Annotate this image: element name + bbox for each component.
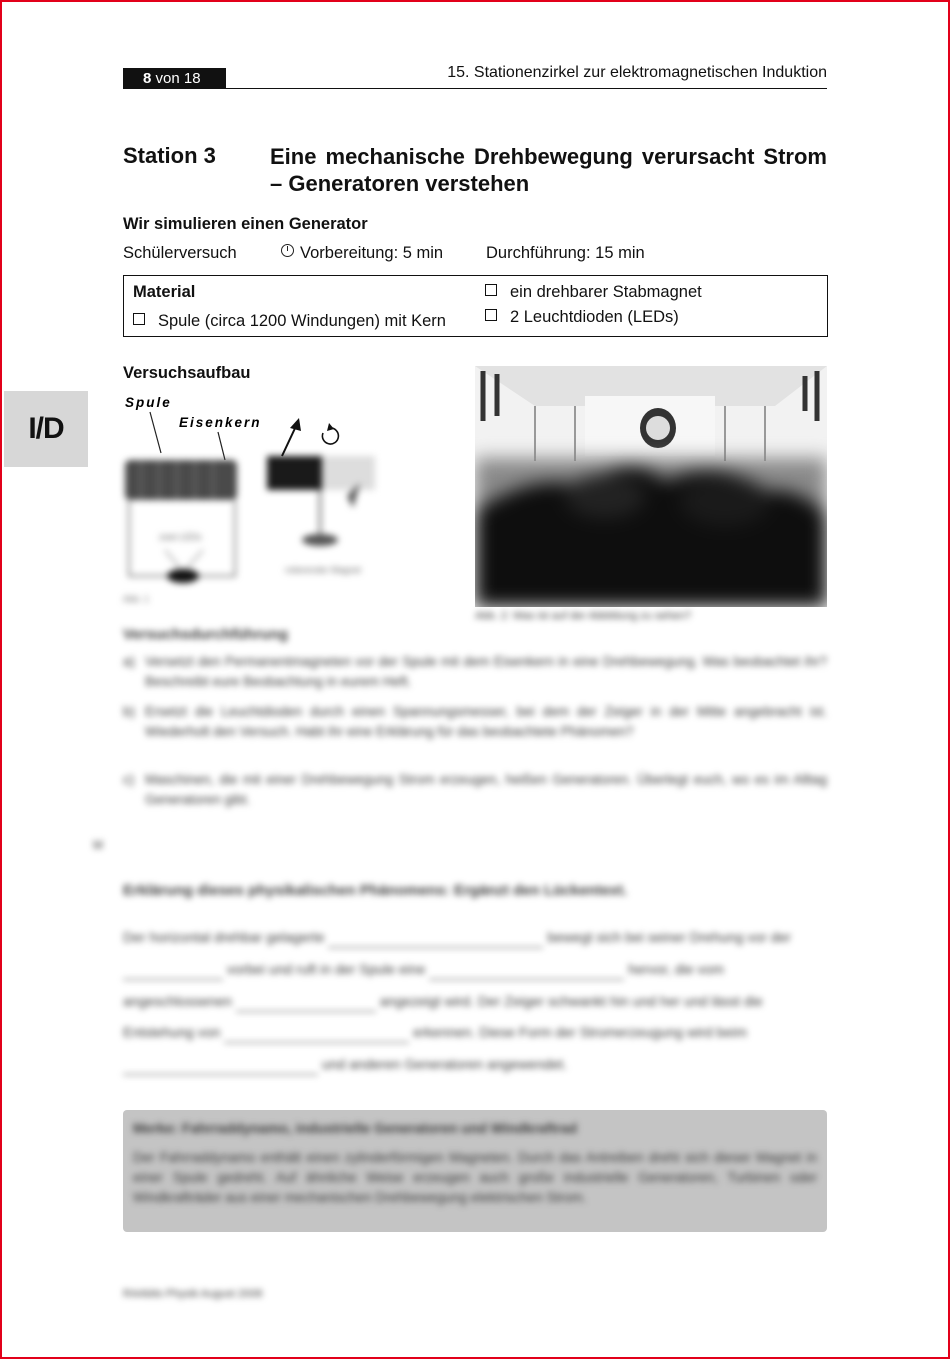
cloze-text	[123, 922, 827, 1081]
task-label: b)	[123, 704, 136, 719]
cloze-gap[interactable]	[224, 1024, 409, 1043]
cloze-segment: und anderen Generatoren angewendet.	[321, 1056, 568, 1073]
material-item	[485, 308, 679, 327]
photo-svg	[475, 366, 827, 607]
coil	[125, 460, 237, 500]
header-title: 15. Stationenzirkel zur elektromagnetischen Induktion	[226, 62, 827, 89]
task-label: c)	[123, 772, 135, 787]
cloze-segment: hervor, die vom angeschlossenen	[123, 960, 724, 1009]
checkbox-icon	[485, 309, 497, 321]
procedure-title: Versuchsdurchführung	[123, 626, 289, 643]
magnet-base	[302, 534, 338, 546]
figure-label: Abb. 1	[123, 594, 150, 604]
setup-diagram	[115, 388, 400, 618]
material-item-text: Spule (circa 1200 Windungen) mit Kern	[158, 312, 446, 330]
magnet-north-pole	[267, 456, 322, 490]
page-number-badge	[123, 68, 226, 89]
task-text: Versetzt den Permanentmagneten vor der Spule mit dem Eisenkern in eine Drehbewegung. Was beobachtet ihr? Beschreibt eure Beobachtung in eurem Heft.	[145, 654, 827, 689]
task-text: Maschinen, die mit einer Drehbewegung Strom erzeugen, heißen Generatoren. Überlegt euch, wo es im Alltag Generatoren gibt.	[145, 772, 827, 807]
checkbox-icon	[133, 313, 145, 325]
page-number: 8	[143, 70, 152, 87]
execution-time: Durchführung: 15 min	[486, 244, 645, 262]
generator-hall-photo	[475, 366, 827, 607]
side-tab: I/D	[4, 391, 88, 467]
led-label: zwei LEDs	[159, 532, 202, 542]
checkbox-icon	[485, 284, 497, 296]
cloze-segment: angezeigt wird. Der Zeiger schwankt hin und her und lässt die Entstehung von	[123, 992, 763, 1041]
footer-source: RAAbits Physik August 2008	[123, 1288, 263, 1300]
material-item	[485, 283, 702, 302]
station-label: Station 3	[123, 143, 216, 168]
cloze-segment: bewegt sich bei seiner Drehung vor der	[547, 929, 791, 945]
rotation-icon	[322, 428, 338, 444]
preparation-time	[281, 244, 443, 263]
rotation-arrow-head-icon	[327, 423, 334, 431]
merke-box	[123, 1110, 827, 1232]
setup-title: Versuchsaufbau	[123, 364, 251, 382]
task-text: Ersetzt die Leuchtdioden durch einen Spannungsmesser, bei dem der Zeiger in der Mitte angebracht ist. Wiederholt den Versuch. Habt ihr eine Erklärung für das beobachtete Phänomen?	[145, 704, 827, 739]
magnet-label: rotierender Magnet	[285, 565, 362, 575]
led-pair	[167, 569, 199, 583]
cloze-gap[interactable]	[123, 1056, 318, 1075]
cloze-gap[interactable]	[123, 961, 223, 980]
page-total: von 18	[155, 70, 201, 87]
material-item-text: ein drehbarer Stabmagnet	[510, 283, 702, 301]
station-title: Eine mechanische Drehbewegung verursacht Strom – Generatoren verstehen	[270, 144, 827, 196]
material-item	[133, 312, 446, 331]
core-label: Eisenkern	[179, 415, 262, 430]
diagram-body	[123, 456, 375, 604]
arrow-head-icon	[290, 418, 301, 431]
cloze-segment: erkennen. Diese Form der Stromerzeugung wird beim	[413, 1024, 747, 1041]
experiment-type: Schülerversuch	[123, 244, 237, 262]
material-item-text: 2 Leuchtdioden (LEDs)	[510, 308, 679, 326]
cloze-gap[interactable]	[328, 929, 543, 948]
material-box	[123, 275, 828, 337]
cloze-gap[interactable]	[236, 993, 376, 1012]
clock-icon	[281, 244, 294, 257]
cloze-segment: Der horizontal drehbar gelagerte	[123, 929, 325, 945]
margin-mark: M	[93, 838, 103, 852]
cloze-gap[interactable]	[429, 961, 624, 980]
material-title: Material	[133, 283, 196, 301]
photo-caption: Abb. 2: Was ist auf der Abbildung zu sehen?	[475, 610, 692, 622]
subheading: Wir simulieren einen Generator	[123, 215, 368, 233]
coil-label: Spule	[125, 395, 172, 410]
core-pointer	[218, 432, 225, 460]
task-label: a)	[123, 654, 136, 669]
explanation-title: Erklärung dieses physikalischen Phänomens: Ergänzt den Lückentext.	[123, 882, 628, 899]
preparation-text: Vorbereitung: 5 min	[300, 244, 444, 262]
coil-pointer	[150, 412, 161, 453]
cloze-segment: vorbei und ruft in der Spule eine	[226, 960, 426, 977]
merke-text: Der Fahrraddynamo enthält einen zylinderförmigen Magneten. Durch das Antreiben dreht sich dieser Magnet in einer Spule gedreht. Auf ähnliche Weise erzeugen auch große industrielle Generatoren, Turbinen oder Windkrafträder aus einer mechanischen Drehbewegung elektrischen Strom.	[133, 1150, 817, 1205]
merke-title: Merke: Fahrraddynamo, industrielle Generatoren und Windkraftrad	[133, 1120, 578, 1136]
